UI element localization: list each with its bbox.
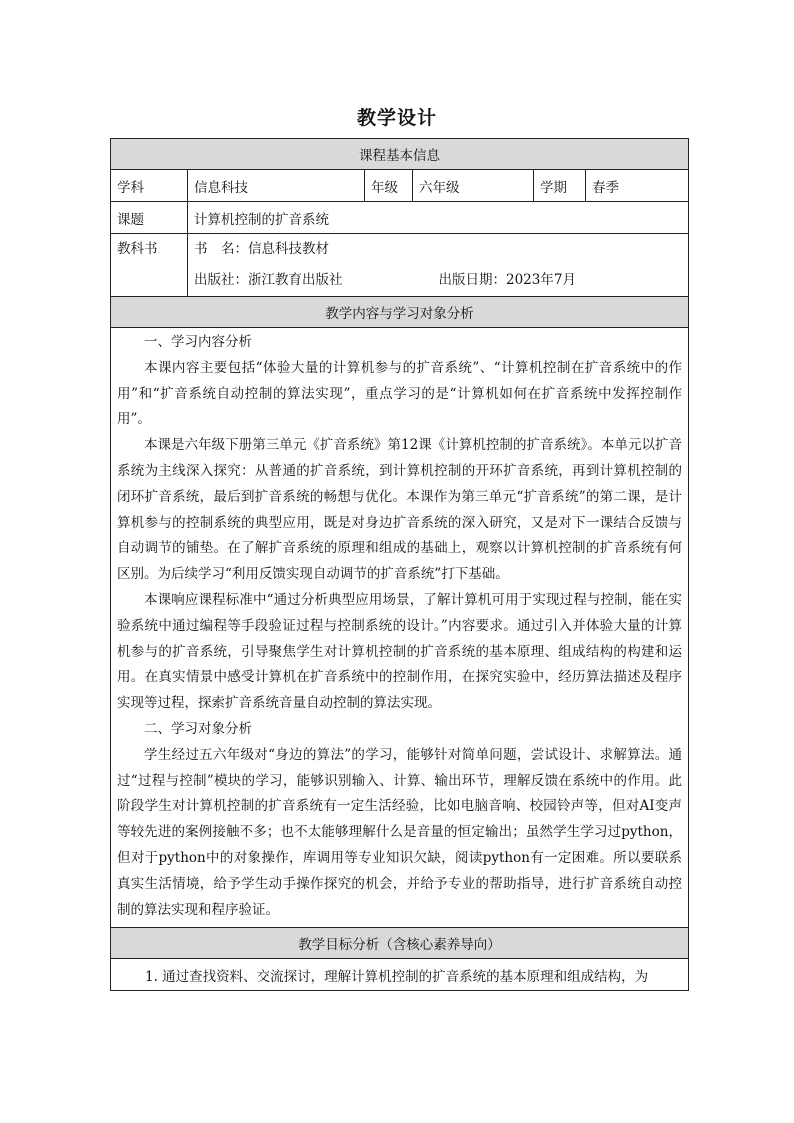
lesson-plan-table (110, 138, 689, 991)
analysis-paragraph: 本课响应课程标准中“通过分析典型应用场景，了解计算机可用于实现过程与控制，能在实验系统中通过编程等手段验证过程与控制系统的设计。”内容要求。通过引入并体验大量的计算机参与的扩音系统，引导聚焦学生对计算机控制的扩音系统的基本原理、组成结构的构建和运用。在真实情景中感受计算机在扩音系统中的控制作用，在探究实验中，经历算法描述及程序实现等过程，探索扩音系统音量自动控制的算法实现。 (117, 591, 683, 712)
analysis-heading-content: 一、学习内容分析 (144, 334, 252, 350)
analysis-paragraph: 本课内容主要包括“体验大量的计算机参与的扩音系统”、“计算机控制在扩音系统中的作用”和“扩音系统自动控制的算法实现”，重点学习的是“计算机如何在扩音系统中发挥控制作用”。 (117, 359, 683, 428)
analysis-header-row (111, 297, 689, 328)
subject-value: 信息科技 (188, 170, 365, 202)
analysis-header: 教学内容与学习对象分析 (111, 297, 689, 328)
subject-row (111, 170, 689, 202)
publish-date: 出版日期：2023年7月 (438, 272, 576, 288)
analysis-heading-learners: 二、学习对象分析 (144, 720, 252, 737)
grade-value: 六年级 (413, 170, 534, 202)
book-name: 书 名：信息科技教材 (194, 241, 329, 257)
analysis-paragraph: 学生经过五六年级对“身边的算法”的学习，能够针对简单问题，尝试设计、求解算法。通过“过程与控制”模块的学习，能够识别输入、计算、输出环节，理解反馈在系统中的作用。此阶段学生对计算机控制的扩音系统有一定生活经验，比如电脑音响、校园铃声等，但对AI变声等较先进的案例接触不多；也不太能够理解什么是音量的恒定输出；虽然学生学习过python，但对于python中的对象操作，库调用等专业知识欠缺，阅读python有一定困难。所以要联系真实生活情境，给予学生动手操作探究的机会，并给予专业的帮助指导，进行扩音系统自动控制的算法实现和程序验证。 (117, 746, 683, 918)
term-label: 学期 (534, 170, 586, 202)
textbook-label: 教科书 (117, 241, 158, 257)
textbook-row (111, 234, 689, 297)
lesson-value: 计算机控制的扩音系统 (188, 202, 689, 234)
course-info-header: 课程基本信息 (111, 139, 689, 170)
subject-label: 学科 (111, 170, 188, 202)
objective-item-1: 1. 通过查找资料、交流探讨，理解计算机控制的扩音系统的基本原理和组成结构，为 (111, 959, 689, 991)
grade-label: 年级 (365, 170, 413, 202)
term-value: 春季 (586, 170, 689, 202)
publisher: 出版社：浙江教育出版社 (194, 272, 343, 288)
analysis-paragraph: 本课是六年级下册第三单元《扩音系统》第12课《计算机控制的扩音系统》。本单元以扩音系统为主线深入探究：从普通的扩音系统，到计算机控制的开环扩音系统，再到计算机控制的闭环扩音系统，最后到扩音系统的畅想与优化。本课作为第三单元“扩音系统”的第二课，是计算机参与的控制系统的典型应用，既是对身边扩音系统的深入研究，又是对下一课结合反馈与自动调节的铺垫。在了解扩音系统的原理和组成的基础上，观察以计算机控制的扩音系统有何区别。为后续学习“利用反馈实现自动调节的扩音系统”打下基础。 (117, 437, 683, 583)
analysis-body-row (111, 328, 689, 928)
objectives-header: 教学目标分析（含核心素养导向） (111, 928, 689, 959)
page-title: 教学设计 (356, 107, 437, 129)
lesson-label: 课题 (111, 202, 188, 234)
textbook-details (188, 234, 689, 297)
objectives-body-row (111, 959, 689, 991)
analysis-body (111, 328, 689, 928)
lesson-row (111, 202, 689, 234)
objectives-header-row (111, 928, 689, 959)
course-info-header-row (111, 139, 689, 170)
